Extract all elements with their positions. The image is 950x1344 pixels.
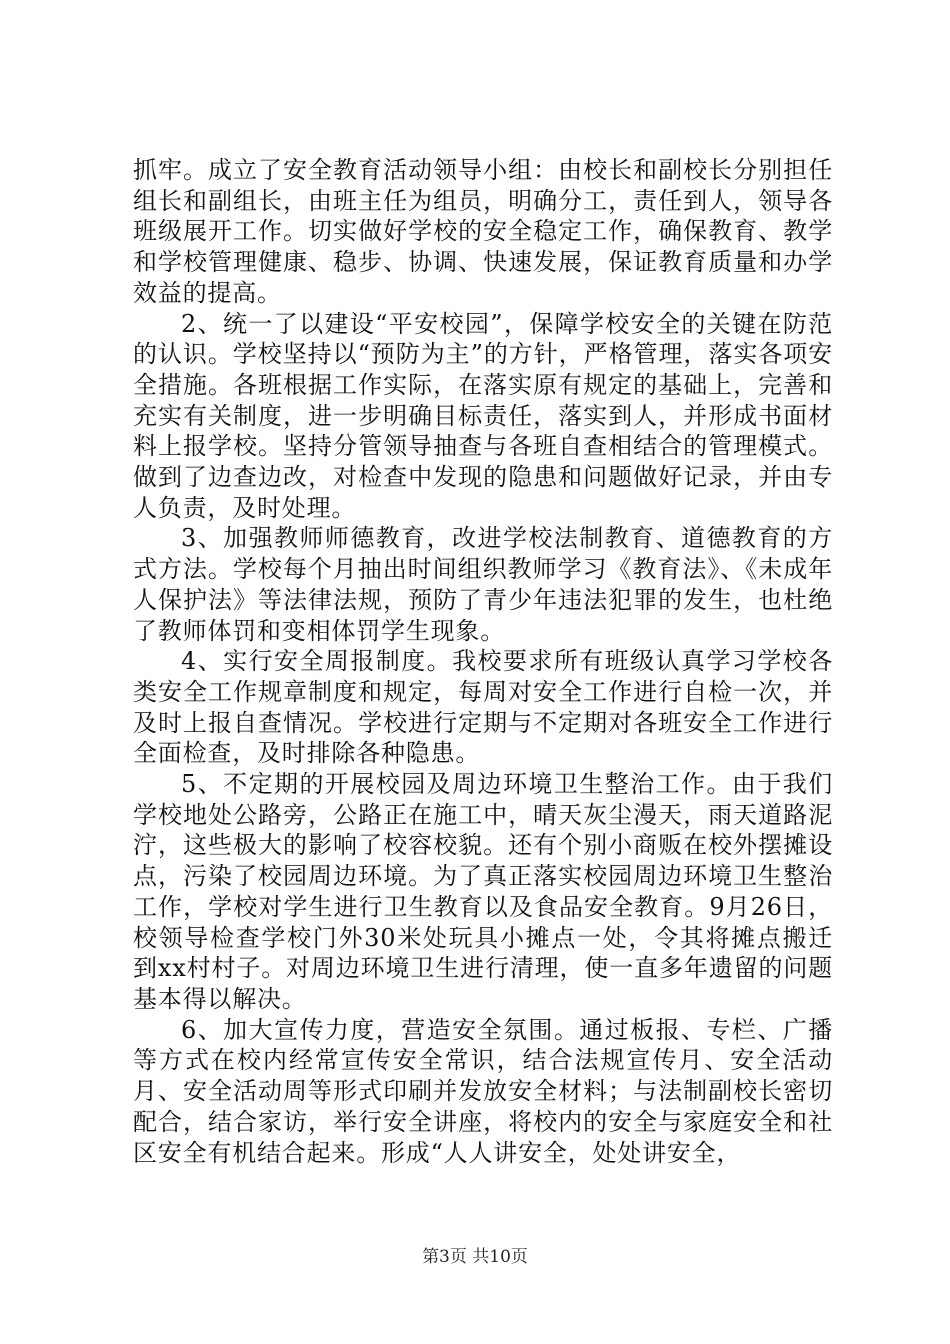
page-number-footer: 第3页 共10页 [422,1247,528,1267]
paragraph-item-5: 5、不定期的开展校园及周边环境卫生整治工作。由于我们学校地处公路旁，公路正在施工中，晴天灰尘漫天，雨天道路泥泞，这些极大的影响了校容校貌。还有个别小商贩在校外摆摊设点，污染了校园周边环境。为了真正落实校园周边环境卫生整治工作，学校对学生进行卫生教育以及食品安全教育。9月26日，校领导检查学校门外30米处玩具小摊点一处，令其将摊点搬迁到xx村村子。对周边环境卫生进行清理，使一直多年遗留的问题基本得以解决。 [133,770,833,1013]
paragraph-intro: 抓牢。成立了安全教育活动领导小组：由校长和副校长分别担任组长和副组长，由班主任为组员，明确分工，责任到人，领导各班级展开工作。切实做好学校的安全稳定工作，确保教育、教学和学校管理健康、稳步、协调、快速发展，保证教育质量和办学效益的提高。 [133,156,833,307]
paragraph-item-3: 3、加强教师师德教育，改进学校法制教育、道德教育的方式方法。学校每个月抽出时间组织教师学习《教育法》、《未成年人保护法》等法律法规，预防了青少年违法犯罪的发生，也杜绝了教师体罚和变相体罚学生现象。 [133,524,833,645]
paragraph-item-4: 4、实行安全周报制度。我校要求所有班级认真学习学校各类安全工作规章制度和规定，每周对安全工作进行自检一次，并及时上报自查情况。学校进行定期与不定期对各班安全工作进行全面检查，及时排除各种隐患。 [133,647,833,768]
paragraph-item-6: 6、加大宣传力度，营造安全氛围。通过板报、专栏、广播等方式在校内经常宣传安全常识，结合法规宣传月、安全活动月、安全活动周等形式印刷并发放安全材料；与法制副校长密切配合，结合家访，举行安全讲座，将校内的安全与家庭安全和社区安全有机结合起来。形成“人人讲安全，处处讲安全， [133,1015,833,1167]
document-body [133,155,833,1168]
paragraph-item-2: 2、统一了以建设“平安校园”，保障学校安全的关键在防范的认识。学校坚持以“预防为主”的方针，严格管理，落实各项安全措施。各班根据工作实际，在落实原有规定的基础上，完善和充实有关制度，进一步明确目标责任，落实到人，并形成书面材料上报学校。坚持分管领导抽查与各班自查相结合的管理模式。做到了边查边改，对检查中发现的隐患和问题做好记录，并由专人负责，及时处理。 [133,309,833,522]
